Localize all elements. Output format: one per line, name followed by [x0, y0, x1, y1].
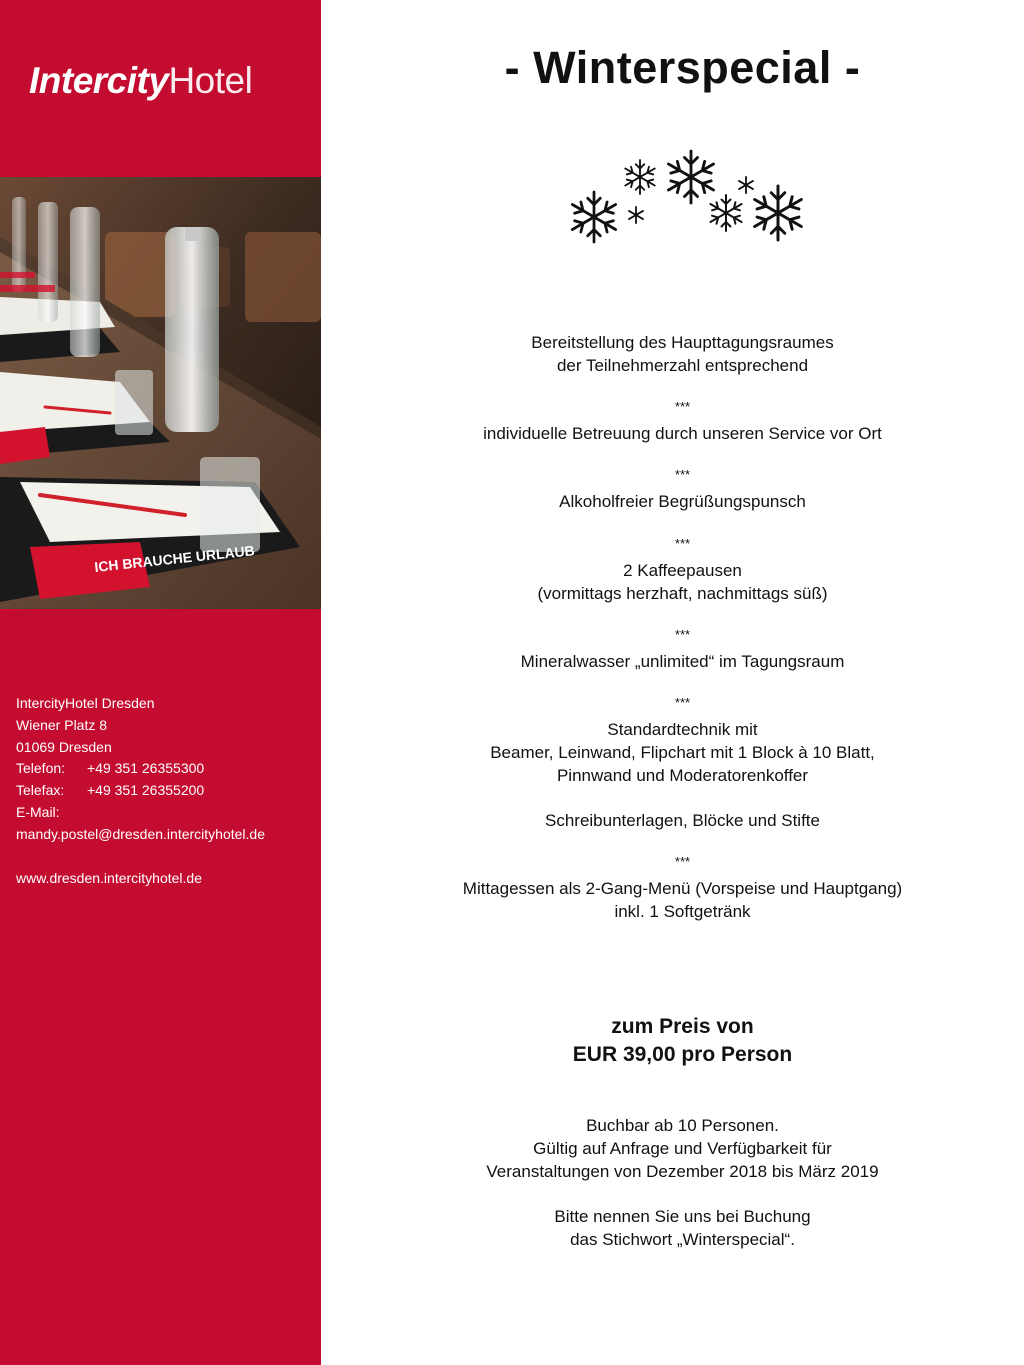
note-line-2: das Stichwort „Winterspecial“. [570, 1230, 795, 1249]
fax-row [16, 780, 316, 802]
city-address: 01069 Dresden [16, 738, 112, 755]
separator-1: *** [674, 399, 691, 414]
street-address: Wiener Platz 8 [16, 716, 108, 733]
price-line-2: EUR 39,00 pro Person [572, 1043, 793, 1066]
sidebar [0, 0, 321, 1365]
phone-row [16, 758, 316, 780]
terms-line-3: Veranstaltungen von Dezember 2018 bis März 2019 [486, 1162, 879, 1181]
separator-2: *** [674, 467, 691, 482]
coffee-line-1: 2 Kaffeepausen [623, 561, 742, 580]
photo-sign-text: ICH BRAUCHE URLAUB [93, 542, 256, 575]
service-line: individuelle Betreuung durch unseren Service vor Ort [483, 424, 882, 443]
fax-label: Telefax: [16, 782, 65, 799]
separator-4: *** [674, 627, 691, 642]
price-line-1: zum Preis von [611, 1015, 754, 1038]
tech-line-2: Beamer, Leinwand, Flipchart mit 1 Block à 10 Blatt, [490, 743, 875, 762]
conference-room-photo [0, 177, 321, 609]
email-label: E-Mail: [16, 803, 60, 820]
page-title: - Winterspecial - [504, 42, 861, 93]
room-line-2: der Teilnehmerzahl entsprechend [556, 356, 809, 375]
room-line-1: Bereitstellung des Haupttagungsraumes [531, 333, 834, 352]
snowflakes-icon [556, 135, 811, 260]
hotel-name: IntercityHotel Dresden [16, 695, 155, 711]
lunch-line-1: Mittagessen als 2-Gang-Menü (Vorspeise und Hauptgang) [462, 879, 903, 898]
stationery-line: Schreibunterlagen, Blöcke und Stifte [544, 811, 820, 830]
fax-number: +49 351 26355200 [87, 782, 205, 799]
water-line: Mineralwasser „unlimited“ im Tagungsraum [520, 652, 845, 671]
tech-line-3: Pinnwand und Moderatorenkoffer [556, 766, 809, 785]
contact-block [16, 693, 316, 889]
website-link[interactable]: www.dresden.intercityhotel.de [16, 869, 202, 886]
note-line-1: Bitte nennen Sie uns bei Buchung [554, 1207, 811, 1226]
terms-line-1: Buchbar ab 10 Personen. [586, 1116, 779, 1135]
email-link[interactable]: mandy.postel@dresden.intercityhotel.de [16, 825, 265, 842]
separator-3: *** [674, 536, 691, 551]
separator-6: *** [674, 854, 691, 869]
punch-line: Alkoholfreier Begrüßungspunsch [559, 492, 806, 511]
tech-line-1: Standardtechnik mit [607, 720, 758, 739]
separator-5: *** [674, 695, 691, 710]
coffee-line-2: (vormittags herzhaft, nachmittags süß) [537, 584, 828, 603]
phone-label: Telefon: [16, 760, 66, 777]
intercityhotel-logo: IntercityHotel [29, 60, 253, 101]
terms-line-2: Gültig auf Anfrage und Verfügbarkeit für [533, 1139, 832, 1158]
lunch-line-2: inkl. 1 Softgetränk [614, 902, 751, 921]
main-content [341, 0, 1024, 1365]
phone-number: +49 351 26355300 [87, 760, 205, 777]
conference-table-illustration [0, 177, 321, 609]
